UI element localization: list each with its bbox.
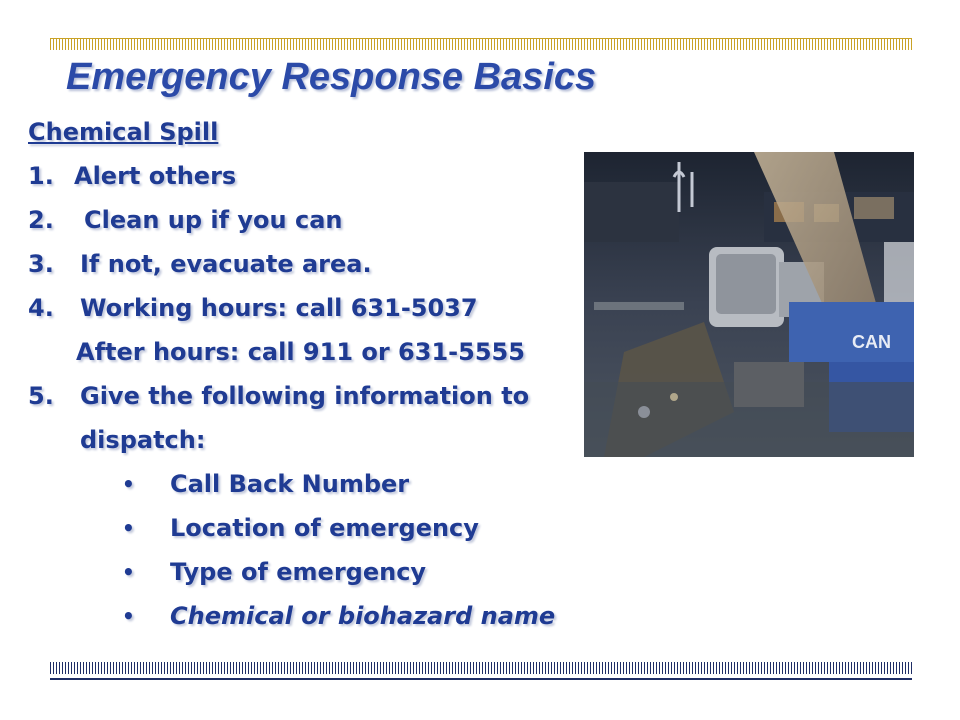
step-number: 4. <box>28 294 54 322</box>
step-text: Alert others <box>74 162 237 190</box>
step-5-continued: dispatch: <box>80 426 206 454</box>
bullet-icon: • <box>122 472 135 496</box>
can-label: CAN <box>852 332 891 352</box>
lab-damage-photo <box>584 152 914 457</box>
step-4-continued: After hours: call 911 or 631-5555 <box>76 338 525 366</box>
step-text: If not, evacuate area. <box>80 250 372 278</box>
bullet-text: Type of emergency <box>170 558 427 586</box>
bullet-text: Chemical or biohazard name <box>170 602 556 630</box>
step-number: 5. <box>28 382 54 410</box>
bullet-icon: • <box>122 560 135 584</box>
step-number: 1. <box>28 162 54 190</box>
bullet-text: Location of emergency <box>170 514 479 542</box>
slide-title: Emergency Response Basics <box>66 56 597 98</box>
section-heading: Chemical Spill <box>28 118 219 146</box>
step-number: 2. <box>28 206 54 234</box>
top-decorative-rule <box>50 38 912 50</box>
step-text: Working hours: call 631-5037 <box>80 294 478 322</box>
bullet-icon: • <box>122 604 135 628</box>
bottom-decorative-rule <box>50 662 912 674</box>
step-number: 3. <box>28 250 54 278</box>
bullet-icon: • <box>122 516 135 540</box>
bottom-rule-line <box>50 678 912 680</box>
step-text: Clean up if you can <box>84 206 343 234</box>
bullet-text: Call Back Number <box>170 470 410 498</box>
step-text: Give the following information to <box>80 382 530 410</box>
